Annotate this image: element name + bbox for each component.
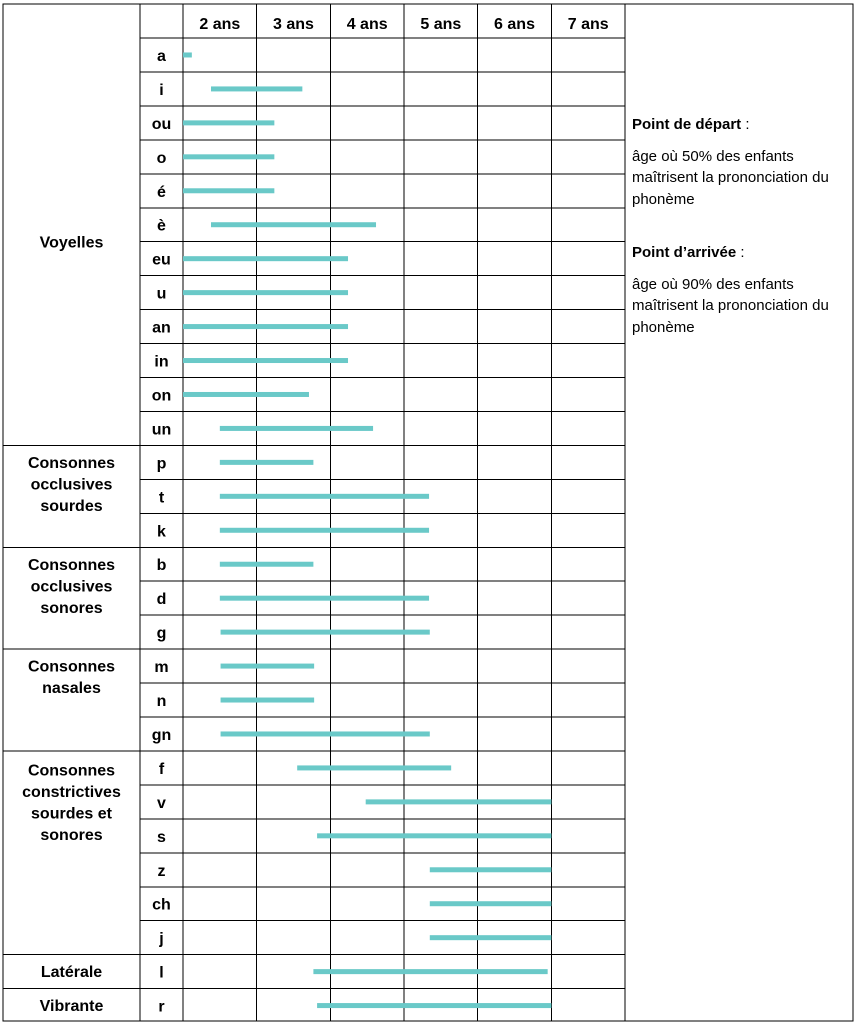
phoneme-label: b <box>156 557 167 575</box>
legend-start-title: Point de départ <box>632 116 742 133</box>
phoneme-label: f <box>158 760 165 778</box>
age-range-bar <box>183 358 348 363</box>
age-range-bar <box>221 698 315 703</box>
age-range-bar <box>220 528 429 533</box>
age-range-bar <box>221 664 315 669</box>
phoneme-label: ch <box>152 896 171 914</box>
column-header: 2 ans <box>199 16 241 33</box>
phoneme-label: u <box>156 285 167 303</box>
phoneme-label: r <box>158 998 165 1016</box>
column-header: 7 ans <box>567 16 609 33</box>
legend-end-separator: : <box>736 244 745 261</box>
age-range-bar <box>183 188 274 193</box>
phoneme-label: eu <box>152 251 171 269</box>
age-range-bar <box>221 630 430 635</box>
age-range-bar <box>183 52 192 57</box>
phoneme-label: a <box>157 47 166 65</box>
age-range-bar <box>183 256 348 261</box>
legend-end <box>632 242 852 338</box>
age-range-bar <box>221 731 430 736</box>
age-range-bar <box>183 392 309 397</box>
column-header: 3 ans <box>273 16 314 33</box>
group-label: Consonnes constrictives sourdes et sonores <box>22 762 121 844</box>
phoneme-label: p <box>156 455 167 473</box>
group-label: Consonnes occlusives sonores <box>27 556 116 617</box>
age-range-bar <box>183 324 348 329</box>
phoneme-label: gn <box>151 726 172 744</box>
phoneme-label: o <box>156 149 167 167</box>
age-range-bar <box>220 460 314 465</box>
legend-end-title: Point d’arrivée <box>632 244 737 261</box>
phoneme-label: v <box>157 794 166 812</box>
phoneme-label: l <box>159 964 164 982</box>
phoneme-label: z <box>157 862 166 880</box>
phoneme-label: an <box>152 319 171 337</box>
age-range-bar <box>183 154 274 159</box>
legend <box>632 114 852 338</box>
age-range-bar <box>366 799 552 804</box>
age-range-bar <box>430 935 552 940</box>
phoneme-label: ou <box>151 115 172 133</box>
age-range-bar <box>430 867 552 872</box>
column-header: 4 ans <box>346 16 388 33</box>
phoneme-label: è <box>157 217 166 235</box>
phoneme-label: i <box>159 81 164 99</box>
legend-start-separator: : <box>741 116 750 133</box>
group-label: Consonnes occlusives sourdes <box>27 454 116 515</box>
age-range-bar <box>220 562 314 567</box>
group-label: Voyelles <box>39 234 104 252</box>
phoneme-label: on <box>151 387 172 405</box>
age-range-bar <box>220 596 429 601</box>
phoneme-label: n <box>156 693 167 711</box>
group-label: Vibrante <box>39 998 104 1016</box>
group-label: Consonnes nasales <box>27 658 116 698</box>
age-range-bar <box>317 833 551 838</box>
age-range-bar <box>313 969 547 974</box>
phoneme-label: un <box>151 421 172 439</box>
age-range-bar <box>220 426 373 431</box>
column-header: 5 ans <box>420 16 462 33</box>
phoneme-label: g <box>156 625 167 643</box>
phoneme-label: k <box>157 523 166 541</box>
legend-start <box>632 114 852 210</box>
age-range-bar <box>211 222 376 227</box>
age-range-bar <box>430 901 552 906</box>
legend-start-description: âge où 50% des enfants maîtrisent la prononciation du phonème <box>632 147 829 208</box>
legend-end-description: âge où 90% des enfants maîtrisent la prononciation du phonème <box>632 275 829 336</box>
phoneme-label: t <box>158 489 165 507</box>
phoneme-label: in <box>154 353 169 371</box>
phoneme-label: é <box>157 183 166 201</box>
age-range-bar <box>183 120 274 125</box>
age-range-bar <box>220 494 429 499</box>
phoneme-label: j <box>159 930 164 948</box>
age-range-bar <box>297 765 451 770</box>
column-header: 6 ans <box>494 16 535 33</box>
age-range-bar <box>183 290 348 295</box>
group-label: Latérale <box>40 964 103 982</box>
age-range-bar <box>317 1003 551 1008</box>
age-range-bar <box>211 86 302 91</box>
phoneme-label: d <box>156 591 167 609</box>
phoneme-label: m <box>154 659 169 677</box>
phoneme-label: s <box>157 828 166 846</box>
